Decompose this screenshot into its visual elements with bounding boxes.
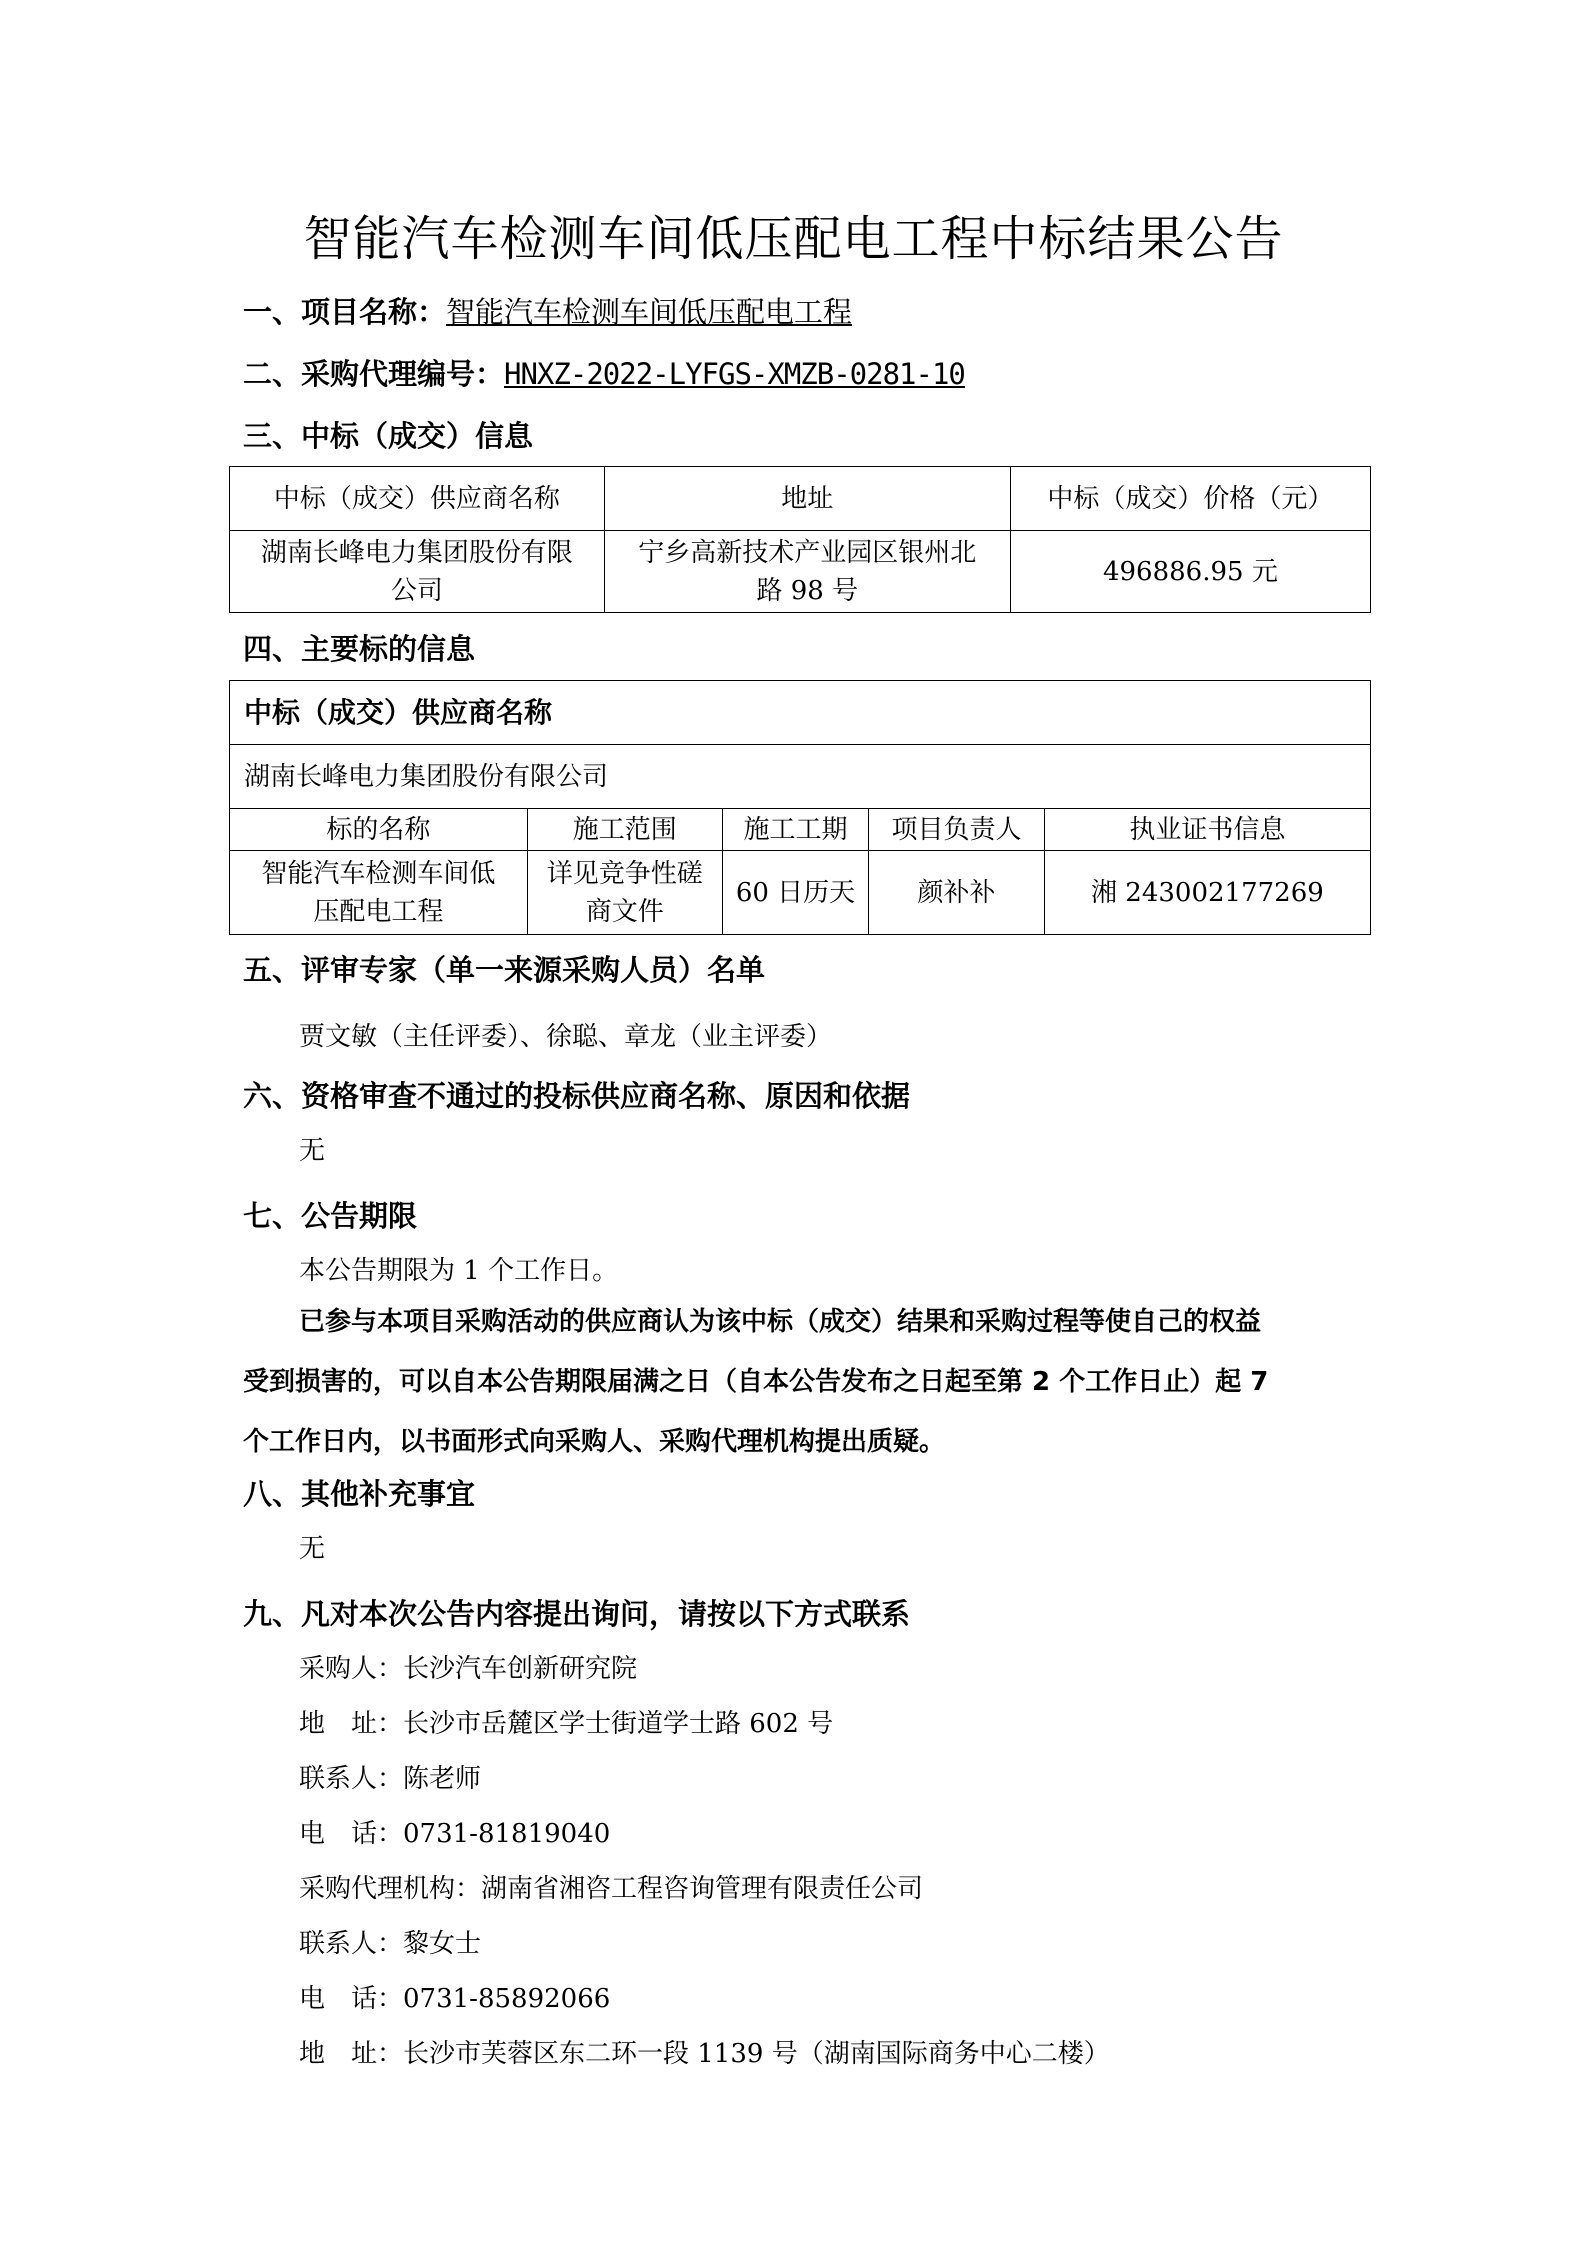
table-header-row — [230, 467, 1371, 531]
subject-scope-cell — [527, 851, 722, 935]
section-contact-heading: 九、凡对本次公告内容提出询问，请按以下方式联系 — [243, 1597, 911, 1631]
section-period-heading: 七、公告期限 — [243, 1199, 418, 1233]
award-info-table — [229, 466, 1371, 613]
project-name-value: 智能汽车检测车间低压配电工程 — [446, 295, 853, 329]
subject-period-cell: 60 日历天 — [722, 851, 868, 935]
header-manager: 项目负责人 — [869, 809, 1045, 851]
table-row — [230, 745, 1371, 809]
section-experts-heading: 五、评审专家（单一来源采购人员）名单 — [243, 953, 766, 987]
award-supplier-line1: 湖南长峰电力集团股份有限 — [260, 537, 573, 568]
agency-number-value: HNXZ-2022-LYFGS-XMZB-0281-10 — [504, 357, 965, 391]
table-row — [230, 531, 1371, 613]
subject-scope-line1: 详见竞争性磋 — [546, 858, 703, 889]
contact-purchaser: 采购人：长沙汽车创新研究院 — [299, 1654, 638, 1684]
award-address-line2: 路 98 号 — [756, 575, 859, 606]
experts-text: 贾文敏（主任评委）、徐聪、章龙（业主评委） — [299, 1022, 833, 1052]
complaint-line1: 已参与本项目采购活动的供应商认为该中标（成交）结果和采购过程等使自己的权益 — [299, 1307, 1262, 1337]
header-subject-name: 标的名称 — [230, 809, 528, 851]
complaint-line3: 个工作日内，以书面形式向采购人、采购代理机构提出质疑。 — [243, 1427, 946, 1457]
contact-purchaser-address: 地 址：长沙市岳麓区学士街道学士路 602 号 — [299, 1709, 834, 1739]
header-cert: 执业证书信息 — [1044, 809, 1370, 851]
period-text: 本公告期限为 1 个工作日。 — [299, 1256, 619, 1286]
contact-agency-person: 联系人：黎女士 — [299, 1929, 482, 1959]
section-other-heading: 八、其他补充事宜 — [243, 1477, 476, 1511]
subject-manager-cell: 颜补补 — [869, 851, 1045, 935]
contact-agency-address: 地 址：长沙市芙蓉区东二环一段 1139 号（湖南国际商务中心二楼） — [299, 2039, 1110, 2069]
header-supplier: 中标（成交）供应商名称 — [230, 467, 605, 531]
section-subject-heading: 四、主要标的信息 — [243, 632, 476, 666]
project-name-label: 一、项目名称： — [243, 295, 447, 329]
table-row — [230, 681, 1371, 745]
award-address-cell — [604, 531, 1010, 613]
subject-name-line1: 智能汽车检测车间低 — [261, 858, 496, 889]
table-header-row — [230, 809, 1371, 851]
subject-scope-line2: 商文件 — [585, 896, 664, 927]
contact-purchaser-person: 联系人：陈老师 — [299, 1764, 482, 1794]
subject-name-line2: 压配电工程 — [313, 896, 444, 927]
header-address: 地址 — [604, 467, 1010, 531]
agency-number-label: 二、采购代理编号： — [243, 357, 505, 391]
subject-info-table — [229, 680, 1371, 935]
subject-supplier-header: 中标（成交）供应商名称 — [230, 681, 1371, 745]
subject-name-cell — [230, 851, 528, 935]
section-disqualified-heading: 六、资格审查不通过的投标供应商名称、原因和依据 — [243, 1079, 911, 1113]
award-supplier-cell — [230, 531, 605, 613]
disqualified-text: 无 — [299, 1136, 326, 1166]
complaint-line2: 受到损害的，可以自本公告期限届满之日（自本公告发布之日起至第 2 个工作日止）起 7 — [243, 1367, 1269, 1397]
subject-cert-cell: 湘 243002177269 — [1044, 851, 1370, 935]
award-address-line1: 宁乡高新技术产业园区银州北 — [638, 537, 977, 568]
other-text: 无 — [299, 1534, 326, 1564]
subject-supplier-name: 湖南长峰电力集团股份有限公司 — [230, 745, 1371, 809]
header-period: 施工工期 — [722, 809, 868, 851]
section-project-name — [243, 290, 852, 331]
contact-purchaser-phone: 电 话：0731-81819040 — [299, 1819, 611, 1849]
document-title: 智能汽车检测车间低压配电工程中标结果公告 — [303, 211, 1284, 267]
section-agency-number — [243, 352, 965, 393]
header-scope: 施工范围 — [527, 809, 722, 851]
contact-agency-phone: 电 话：0731-85892066 — [299, 1984, 611, 2014]
award-price-cell: 496886.95 元 — [1010, 531, 1370, 613]
table-row — [230, 851, 1371, 935]
award-supplier-line2: 公司 — [390, 575, 443, 606]
header-price: 中标（成交）价格（元） — [1010, 467, 1370, 531]
contact-agency: 采购代理机构：湖南省湘咨工程咨询管理有限责任公司 — [299, 1874, 924, 1904]
section-award-heading: 三、中标（成交）信息 — [243, 419, 534, 453]
complaint-paragraph — [243, 1292, 1353, 1472]
